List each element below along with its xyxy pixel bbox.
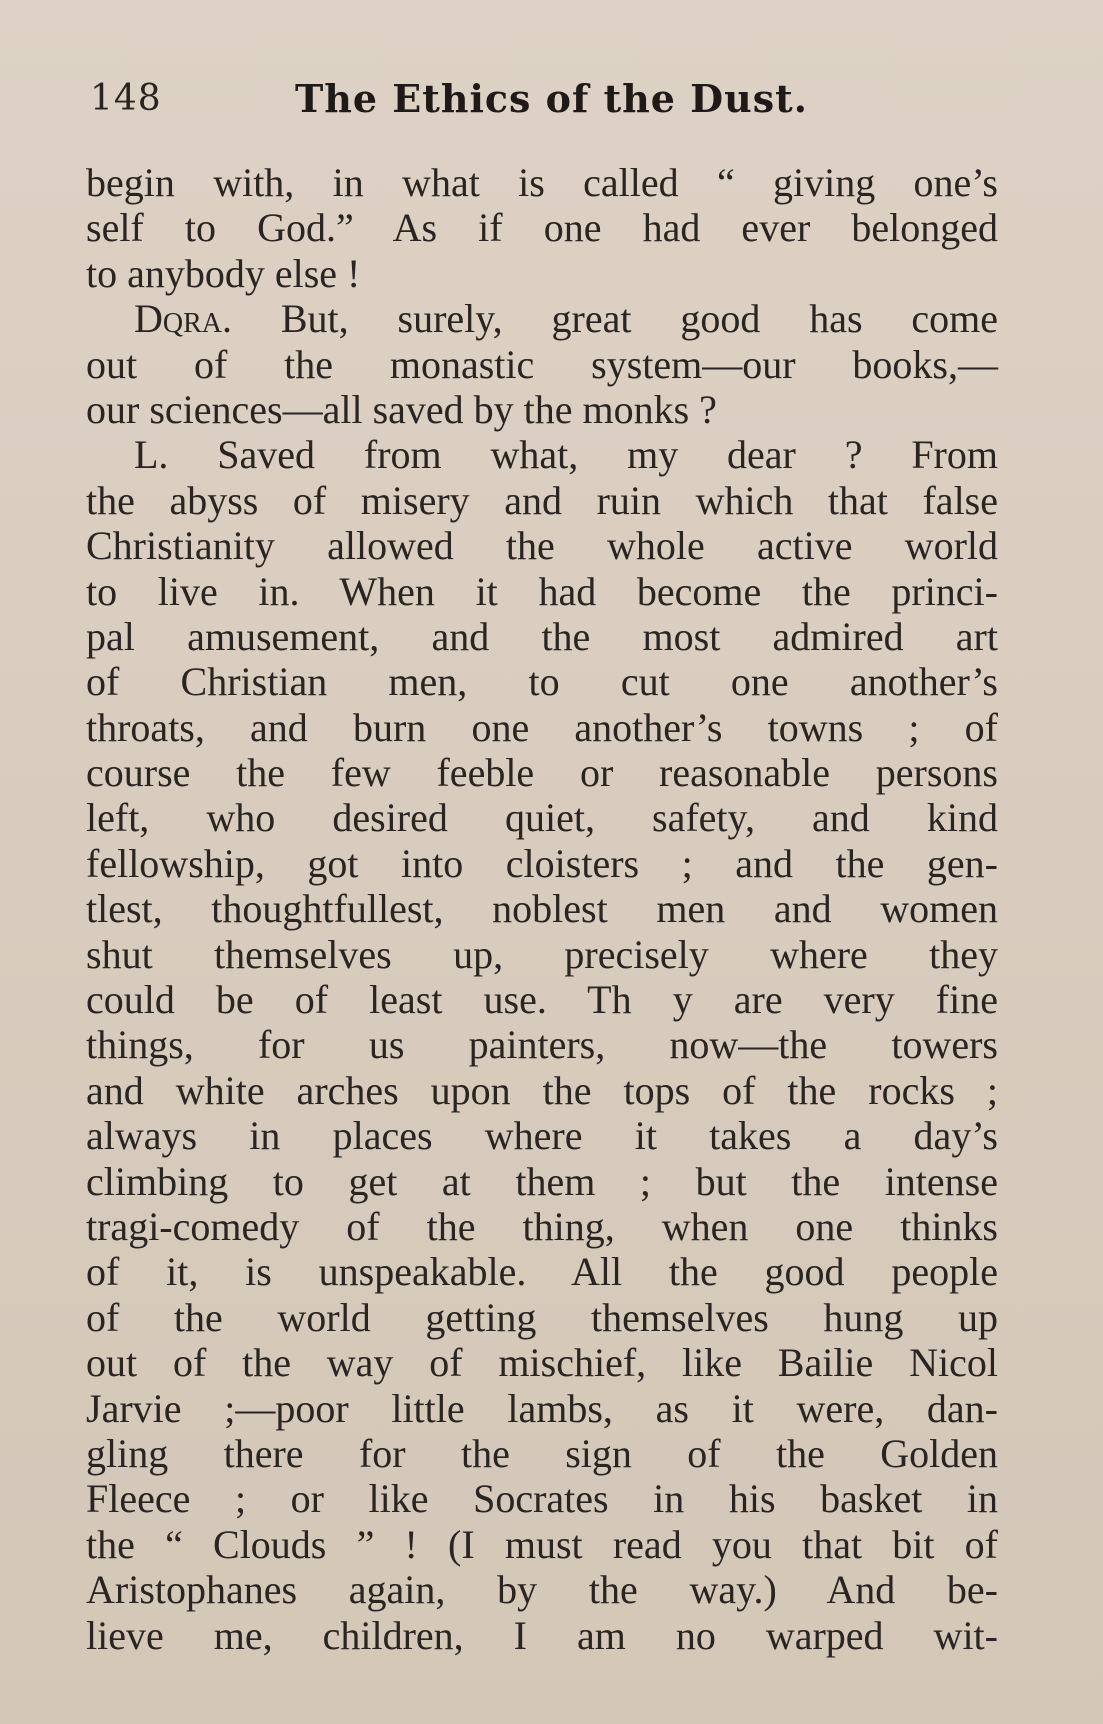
text-line: begin with, in what is called “ giving one’s [86, 160, 998, 205]
text-line: always in places where it takes a day’s [86, 1113, 998, 1159]
text-line: gling there for the sign of the Golden [86, 1430, 998, 1476]
text-line: could be of least use. Th y are very fine [86, 977, 998, 1023]
speech-text: But, surely, great good has come [232, 296, 998, 342]
text-line: our sciences—all saved by the monks ? [86, 386, 717, 432]
text-line: to live in. When it had become the princi- [86, 568, 998, 614]
text-line: the abyss of misery and ruin which that false [86, 477, 998, 523]
text-line: to anybody else ! [86, 250, 361, 296]
text-line: shut themselves up, precisely where they [86, 931, 998, 977]
text-line: throats, and burn one another’s towns ; of [86, 704, 998, 750]
text-line: and white arches upon the tops of the rocks ; [86, 1067, 998, 1113]
text-line: Jarvie ;—poor little lambs, as it were, dan- [86, 1385, 998, 1431]
text-line: pal amusement, and the most admired art [86, 613, 998, 659]
speaker-name: Dqra. [134, 296, 233, 342]
text-line [86, 296, 998, 341]
text-line: tragi-comedy of the thing, when one thinks [86, 1203, 998, 1249]
text-line: out of the way of mischief, like Bailie Nicol [86, 1340, 998, 1386]
text-line: Fleece ; or like Socrates in his basket in [86, 1476, 998, 1522]
text-line: out of the monastic system—our books,— [86, 341, 998, 387]
text-line: of the world getting themselves hung up [86, 1294, 998, 1340]
text-line: fellowship, got into cloisters ; and the gen- [86, 840, 998, 886]
text-line: climbing to get at them ; but the intense [86, 1158, 998, 1204]
page-number: 148 [90, 78, 162, 119]
page-header [90, 78, 1000, 138]
text-line: things, for us painters, now—the towers [86, 1022, 998, 1068]
text-line: of Christian men, to cut one another’s [86, 659, 998, 705]
text-line: Aristophanes again, by the way.) And be- [86, 1567, 998, 1613]
text-line: left, who desired quiet, safety, and kind [86, 795, 998, 841]
text-line: course the few feeble or reasonable persons [86, 750, 998, 796]
text-line: lieve me, children, I am no warped wit- [86, 1612, 998, 1658]
text-line: L. Saved from what, my dear ? From [134, 432, 998, 478]
text-line: tlest, thoughtfullest, noblest men and women [86, 886, 998, 932]
text-line: of it, is unspeakable. All the good people [86, 1249, 998, 1295]
body-text [86, 160, 998, 1658]
running-title: The Ethics of the Dust. [295, 76, 808, 121]
text-line: self to God.” As if one had ever belonged [86, 205, 998, 251]
text-line: the “ Clouds ” ! (I must read you that bit of [86, 1521, 998, 1567]
text-line: Christianity allowed the whole active world [86, 523, 998, 569]
